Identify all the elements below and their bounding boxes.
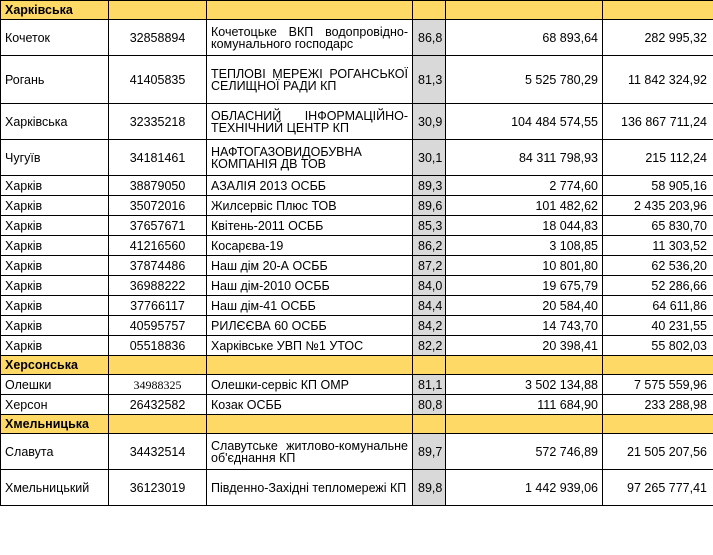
- amount-cell: 3 502 134,88: [446, 375, 603, 395]
- city-cell: Харків: [1, 256, 109, 276]
- city-cell: Олешки: [1, 375, 109, 395]
- total-cell: 215 112,24: [603, 140, 713, 176]
- city-cell: Харків: [1, 316, 109, 336]
- organization-name-cell: Квітень-2011 ОСББ: [207, 216, 413, 236]
- table-row: [1, 216, 713, 236]
- amount-cell: 14 743,70: [446, 316, 603, 336]
- percent-cell: 89,7: [413, 434, 446, 470]
- amount-cell: 2 774,60: [446, 176, 603, 196]
- table-row: [1, 470, 713, 506]
- organization-name-cell: Козак ОСББ: [207, 395, 413, 415]
- city-cell: Харків: [1, 296, 109, 316]
- table-row: [1, 276, 713, 296]
- amount-cell: 20 584,40: [446, 296, 603, 316]
- amount-cell: 19 675,79: [446, 276, 603, 296]
- total-cell: 55 802,03: [603, 336, 713, 356]
- table-row: [1, 375, 713, 395]
- code-cell: 26432582: [109, 395, 207, 415]
- organization-name-cell: Косарєва-19: [207, 236, 413, 256]
- table-row: [1, 176, 713, 196]
- percent-cell: 81,1: [413, 375, 446, 395]
- code-cell: 40595757: [109, 316, 207, 336]
- code-cell: 05518836: [109, 336, 207, 356]
- amount-cell: 84 311 798,93: [446, 140, 603, 176]
- code-cell: 36123019: [109, 470, 207, 506]
- amount-cell: 5 525 780,29: [446, 56, 603, 104]
- organization-name-cell: ОБЛАСНИЙ ІНФОРМАЦІЙНО-ТЕХНІЧНИЙ ЦЕНТР КП: [207, 104, 413, 140]
- table-row: [1, 236, 713, 256]
- percent-cell: 84,2: [413, 316, 446, 336]
- region-name: Хмельницька: [1, 415, 109, 434]
- total-cell: 52 286,66: [603, 276, 713, 296]
- percent-cell: 87,2: [413, 256, 446, 276]
- percent-cell: 84,4: [413, 296, 446, 316]
- code-cell: 37657671: [109, 216, 207, 236]
- total-cell: 233 288,98: [603, 395, 713, 415]
- code-cell: 36988222: [109, 276, 207, 296]
- total-cell: 62 536,20: [603, 256, 713, 276]
- percent-cell: 89,3: [413, 176, 446, 196]
- amount-cell: 68 893,64: [446, 20, 603, 56]
- amount-cell: 1 442 939,06: [446, 470, 603, 506]
- city-cell: Хмельницький: [1, 470, 109, 506]
- percent-cell: 86,8: [413, 20, 446, 56]
- city-cell: Харків: [1, 216, 109, 236]
- city-cell: Славута: [1, 434, 109, 470]
- organization-name-cell: Наш дім 20-А ОСББ: [207, 256, 413, 276]
- code-cell: 38879050: [109, 176, 207, 196]
- total-cell: 40 231,55: [603, 316, 713, 336]
- table-row: [1, 316, 713, 336]
- city-cell: Кочеток: [1, 20, 109, 56]
- code-cell: 32858894: [109, 20, 207, 56]
- total-cell: 11 842 324,92: [603, 56, 713, 104]
- region-empty-cell: [603, 356, 713, 375]
- table-row: [1, 395, 713, 415]
- table-row: [1, 104, 713, 140]
- percent-cell: 81,3: [413, 56, 446, 104]
- percent-cell: 86,2: [413, 236, 446, 256]
- amount-cell: 10 801,80: [446, 256, 603, 276]
- region-header-row: [1, 356, 713, 375]
- table-row: [1, 434, 713, 470]
- table-body: [1, 1, 713, 506]
- amount-cell: 18 044,83: [446, 216, 603, 236]
- organization-name-cell: Наш дім-2010 ОСББ: [207, 276, 413, 296]
- table-row: [1, 296, 713, 316]
- region-empty-cell: [413, 415, 446, 434]
- code-cell: 41216560: [109, 236, 207, 256]
- organization-name-cell: НАФТОГАЗОВИДОБУВНА КОМПАНІЯ ДВ ТОВ: [207, 140, 413, 176]
- city-cell: Рогань: [1, 56, 109, 104]
- total-cell: 282 995,32: [603, 20, 713, 56]
- code-cell: 41405835: [109, 56, 207, 104]
- organization-name-cell: Харківське УВП №1 УТОС: [207, 336, 413, 356]
- city-cell: Харківська: [1, 104, 109, 140]
- code-cell: 37874486: [109, 256, 207, 276]
- organization-name-cell: Кочетоцьке ВКП водопровідно-комунального господарс: [207, 20, 413, 56]
- organization-name-cell: РИЛЄЄВА 60 ОСББ: [207, 316, 413, 336]
- total-cell: 136 867 711,24: [603, 104, 713, 140]
- amount-cell: 3 108,85: [446, 236, 603, 256]
- percent-cell: 82,2: [413, 336, 446, 356]
- code-cell: 32335218: [109, 104, 207, 140]
- region-empty-cell: [603, 415, 713, 434]
- region-empty-cell: [109, 356, 207, 375]
- city-cell: Чугуїв: [1, 140, 109, 176]
- total-cell: 58 905,16: [603, 176, 713, 196]
- region-empty-cell: [446, 415, 603, 434]
- city-cell: Харків: [1, 276, 109, 296]
- region-empty-cell: [446, 1, 603, 20]
- city-cell: Харків: [1, 236, 109, 256]
- percent-cell: 30,1: [413, 140, 446, 176]
- organization-name-cell: Славутське житлово-комунальне об'єднання КП: [207, 434, 413, 470]
- city-cell: Харків: [1, 196, 109, 216]
- total-cell: 11 303,52: [603, 236, 713, 256]
- region-empty-cell: [413, 1, 446, 20]
- total-cell: 65 830,70: [603, 216, 713, 236]
- region-empty-cell: [207, 356, 413, 375]
- percent-cell: 30,9: [413, 104, 446, 140]
- table-row: [1, 196, 713, 216]
- organization-name-cell: ТЕПЛОВІ МЕРЕЖІ РОГАНСЬКОЇ СЕЛИЩНОЇ РАДИ КП: [207, 56, 413, 104]
- total-cell: 97 265 777,41: [603, 470, 713, 506]
- organization-name-cell: АЗАЛІЯ 2013 ОСББ: [207, 176, 413, 196]
- region-empty-cell: [603, 1, 713, 20]
- code-cell: 34432514: [109, 434, 207, 470]
- region-header-row: [1, 1, 713, 20]
- table-row: [1, 20, 713, 56]
- region-empty-cell: [207, 1, 413, 20]
- table-row: [1, 56, 713, 104]
- organization-name-cell: Жилсервіс Плюс ТОВ: [207, 196, 413, 216]
- percent-cell: 89,8: [413, 470, 446, 506]
- organization-name-cell: Олешки-сервіс КП ОМР: [207, 375, 413, 395]
- amount-cell: 111 684,90: [446, 395, 603, 415]
- region-empty-cell: [207, 415, 413, 434]
- organization-name-cell: Південно-Західні тепломережі КП: [207, 470, 413, 506]
- code-cell: 35072016: [109, 196, 207, 216]
- code-cell: 37766117: [109, 296, 207, 316]
- region-header-row: [1, 415, 713, 434]
- region-empty-cell: [109, 415, 207, 434]
- amount-cell: 104 484 574,55: [446, 104, 603, 140]
- total-cell: 64 611,86: [603, 296, 713, 316]
- percent-cell: 80,8: [413, 395, 446, 415]
- region-empty-cell: [109, 1, 207, 20]
- code-cell: 34988325: [109, 375, 207, 395]
- amount-cell: 101 482,62: [446, 196, 603, 216]
- amount-cell: 572 746,89: [446, 434, 603, 470]
- table-row: [1, 140, 713, 176]
- percent-cell: 89,6: [413, 196, 446, 216]
- percent-cell: 84,0: [413, 276, 446, 296]
- percent-cell: 85,3: [413, 216, 446, 236]
- total-cell: 7 575 559,96: [603, 375, 713, 395]
- organization-name-cell: Наш дім-41 ОСББ: [207, 296, 413, 316]
- region-empty-cell: [446, 356, 603, 375]
- city-cell: Херсон: [1, 395, 109, 415]
- region-name: Херсонська: [1, 356, 109, 375]
- amount-cell: 20 398,41: [446, 336, 603, 356]
- total-cell: 2 435 203,96: [603, 196, 713, 216]
- region-empty-cell: [413, 356, 446, 375]
- code-cell: 34181461: [109, 140, 207, 176]
- city-cell: Харків: [1, 176, 109, 196]
- table-row: [1, 336, 713, 356]
- table-row: [1, 256, 713, 276]
- total-cell: 21 505 207,56: [603, 434, 713, 470]
- region-name: Харківська: [1, 1, 109, 20]
- city-cell: Харків: [1, 336, 109, 356]
